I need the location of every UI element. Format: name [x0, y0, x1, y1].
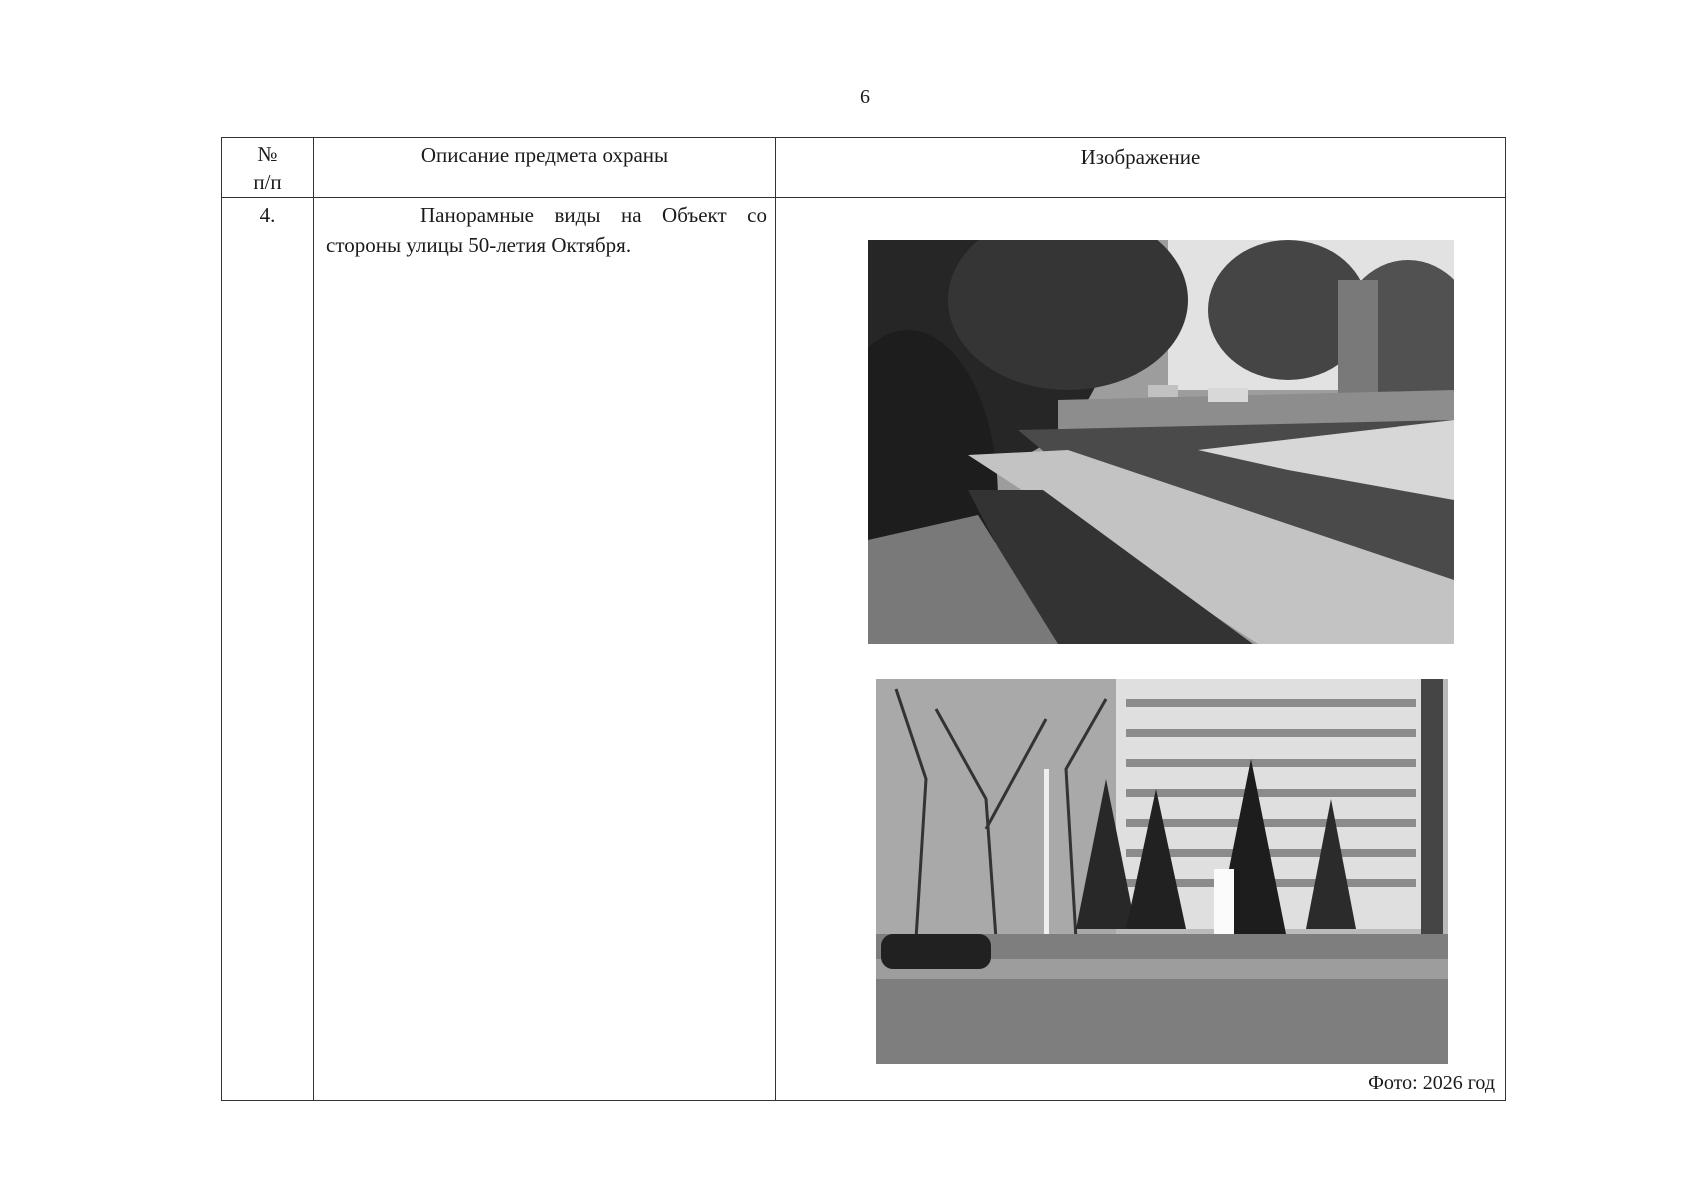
row-number: 4. — [222, 198, 314, 1101]
row-description-text: Панорамные виды на Объект со стороны улицы 50-летия Октября. — [326, 203, 767, 257]
table-row — [222, 198, 1506, 1101]
photo-caption: Фото: 2026 год — [1368, 1072, 1495, 1094]
table-header-row — [222, 138, 1506, 198]
header-num-line1: № — [257, 142, 278, 166]
park-pathway-photo — [868, 240, 1454, 644]
row-images — [776, 198, 1506, 1101]
building-with-firs-photo — [876, 679, 1448, 1064]
header-description: Описание предмета охраны — [314, 138, 776, 198]
header-image: Изображение — [776, 138, 1506, 198]
protection-table — [221, 137, 1506, 1101]
header-num — [222, 138, 314, 198]
page-number: 6 — [860, 86, 870, 108]
row-description — [314, 198, 776, 1101]
header-num-line2: п/п — [253, 170, 282, 194]
